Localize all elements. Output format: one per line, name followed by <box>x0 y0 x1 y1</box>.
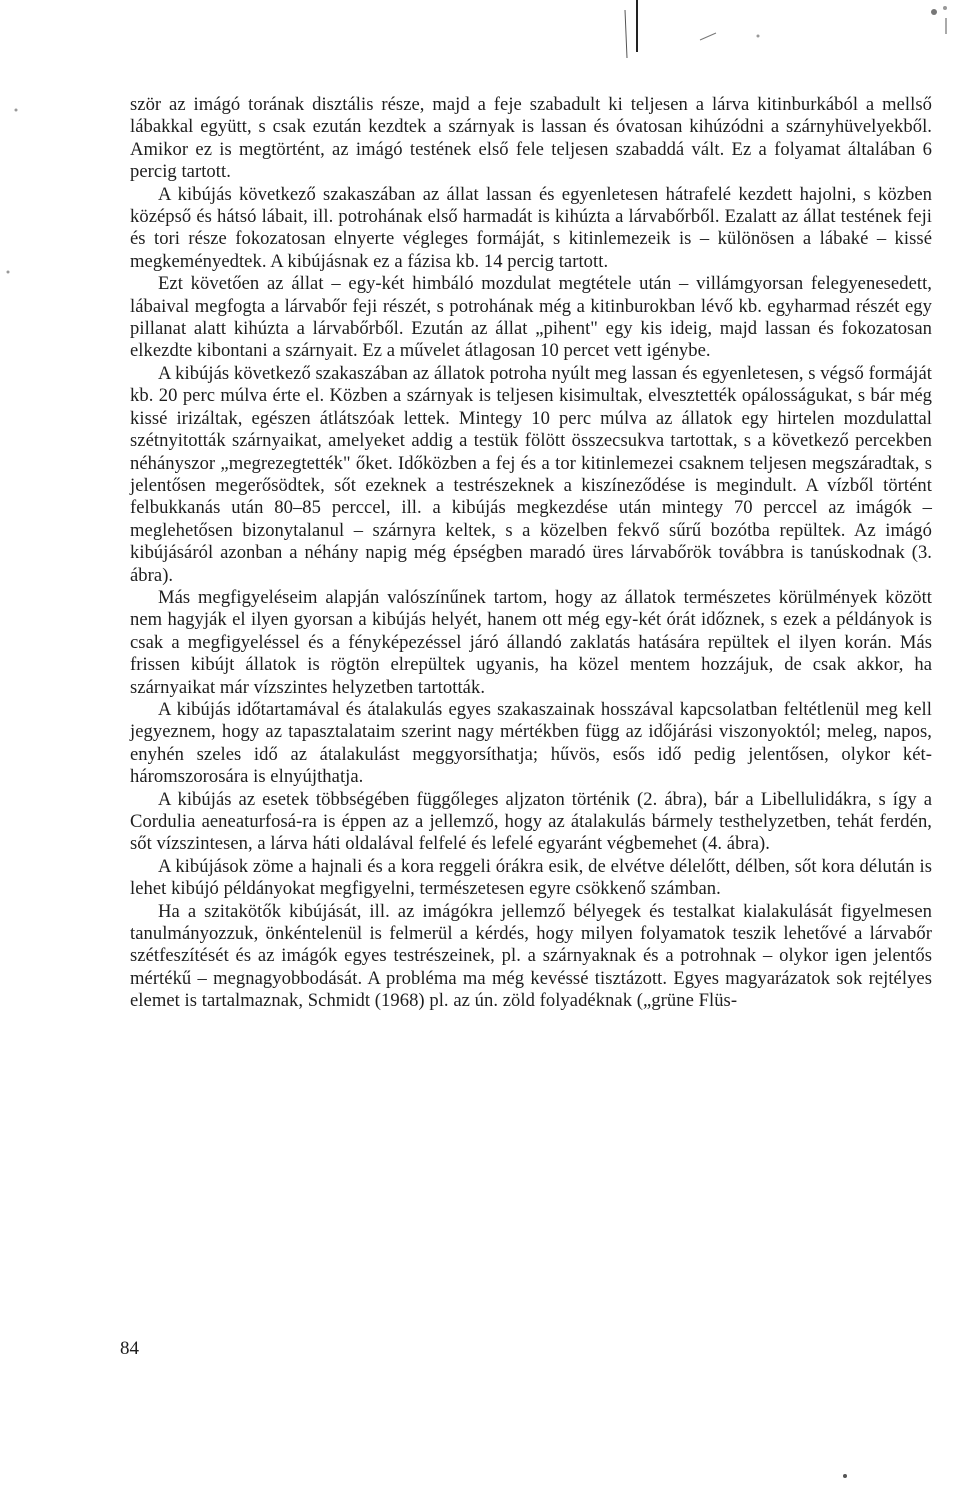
paragraph: A kibújás következő szakaszában az állatok potroha nyúlt meg lassan és egyenletesen, s végső formáját kb. 20 perc múlva érte el. Közben a szárnyak is teljesen kisimultak, elvesztették opálosságukat, s bár még kissé irizáltak, egészen átlátszóak lettek. Mintegy 10 perc múlva az állatok egy hirtelen mozdulattal szétnyitották szárnyaikat, amelyeket addig a testük fölött összecsukva tartottak, s a következő percekben néhányszor „megrezegtették" őket. Időközben a fej és a tor kitinlemezei csaknem teljesen megszáradtak, s jelentősen megerősödtek, sőt ezeknek a testrészeknek a kiszíneződése is megindult. A vízből történt felbukkanás után 80–85 perccel, ill. a kibújás megkezdése után mintegy 70 perccel az imágók – meglehetősen bizonytalanul – szárnyra keltek, s a közelben fekvő sűrű bozótba repültek. Az imágó kibújásáról azonban a néhány napig még épségben maradó üres lárvabőrök továbbra is tanúskodnak (3. ábra). <box>130 362 932 586</box>
scan-artifact-dot <box>7 271 10 274</box>
page-number: 84 <box>120 1338 139 1359</box>
article-body <box>130 94 932 1013</box>
paragraph: A kibújás az esetek többségében függőleges aljzaton történik (2. ábra), bár a Libellulidákra, s így a Cordulia aeneaturfosá-ra is éppen az a jellemző, hogy az átalakulás bármely testhelyzetben, tehát ferdén, sőt vízszintesen, a lárva háti oldalával felfelé és lefelé egyaránt végbemehet (4. ábra). <box>130 788 932 855</box>
scan-artifact-dot <box>843 1474 847 1478</box>
paragraph: A kibújás időtartamával és átalakulás egyes szakaszainak hosszával kapcsolatban feltétlenül meg kell jegyeznem, hogy az tapasztalataim szerint nagy mértékben függ az időjárási viszonyoktól; meleg, napos, enyhén szeles idő az átalakulást meggyorsíthatja; hűvös, esős idő pedig jelentősen, olykor két-háromszorosára is elnyújthatja. <box>130 698 932 788</box>
scan-artifact-dot <box>931 9 937 15</box>
paragraph: A kibújások zöme a hajnali és a kora reggeli órákra esik, de elvétve délelőtt, délben, sőt kora délután is lehet kibújó példányokat megfigyelni, természetesen egyre csökkenő számban. <box>130 855 932 900</box>
paragraph: Ha a szitakötők kibújását, ill. az imágókra jellemző bélyegek és testalkat kialakulását figyelmesen tanulmányozzuk, önkéntelenül is felmerül a kérdés, hogy milyen folyamatok teszik lehetővé a lárvabőr szétfeszítését és az imágók egyes testrészeinek, pl. a szárnyaknak és a potrohnak – olykor igen jelentős mértékű – megnagyobbodását. A probléma ma még kevéssé tisztázott. Egyes magyarázatok sok rejtélyes elemet is tartalmaznak, Schmidt (1968) pl. az ún. zöld folyadéknak („grüne Flüs- <box>130 900 932 1012</box>
paragraph: A kibújás következő szakaszában az állat lassan és egyenletesen hátrafelé kezdett hajolni, s közben középső és hátsó lábait, ill. potrohának első harmadát is kihúzta a lárvabőrből. Ezalatt az állat testének feji és tori része fokozatosan elnyerte végleges formáját, s kitinlemezeik is – különösen a lábaké – kissé megkeményedtek. A kibújásnak ez a fázisa kb. 14 percig tartott. <box>130 183 932 272</box>
scan-artifact-line <box>625 10 627 58</box>
scan-artifact-dot <box>757 35 760 38</box>
paragraph: ször az imágó torának disztális része, majd a feje szabadult ki teljesen a lárva kitinburkából a mellső lábakkal együtt, s csak ezután kezdtek a szárnyak is lassan és óvatosan kihúzódni a szárnyhüvelyekből. Amikor ez is megtörtént, az imágó testének első fele teljesen szabaddá vált. Ez a folyamat általában 6 percig tartott. <box>130 94 932 183</box>
paragraph: Ezt követően az állat – egy-két himbáló mozdulat megtétele után – villámgyorsan felegyenesedett, lábaival megfogta a lárvabőr feji részét, s potrohának még a kitinburokban lévő kb. egyharmad részét egy pillanat alatt kihúzta a lárvabőrből. Ezután az állat „pihent" egy kis ideig, majd lassan és fokozatosan elkezdte kibontani a szárnyait. Ez a művelet átlagosan 10 percet vett igénybe. <box>130 273 932 362</box>
paragraph: Más megfigyeléseim alapján valószínűnek tartom, hogy az állatok természetes körülmények között nem hagyják el ilyen gyorsan a kibújás helyét, hanem ott még egy-két órát időznek, s ezek a példányok is csak a megfigyeléssel és a fényképezéssel járó állandó zaklatás hatására repültek el ilyen korán. Más frissen kibújt állatok is rögtön elrepültek ugyanis, ha közel mentem hozzájuk, de csak akkor, ha szárnyaikat már vízszintes helyzetben tartották. <box>130 586 932 698</box>
scan-artifact-dot <box>943 6 947 10</box>
scan-artifact-line <box>700 33 716 40</box>
scan-artifact-dot <box>15 109 18 112</box>
